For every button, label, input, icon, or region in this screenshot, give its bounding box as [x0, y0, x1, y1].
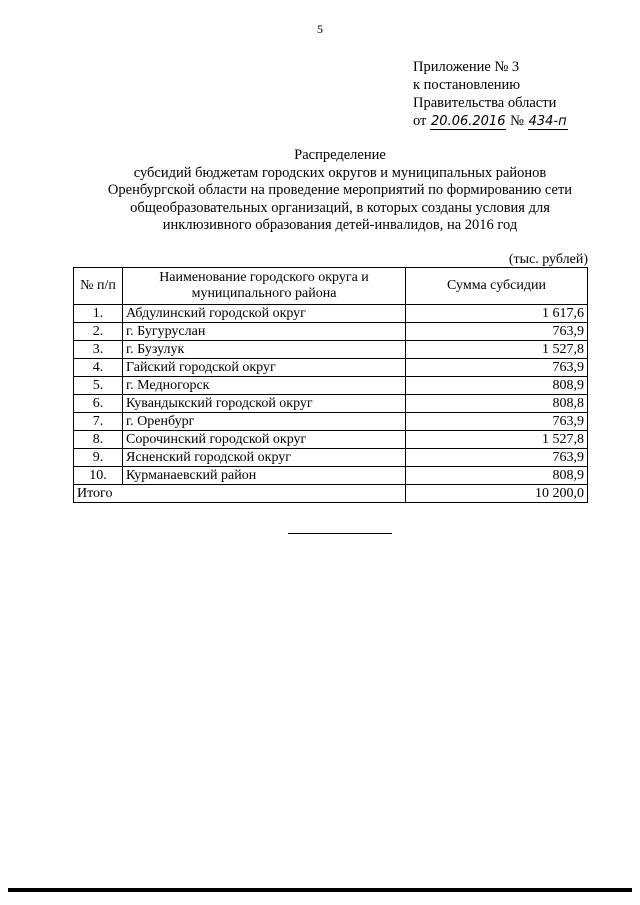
header-sum: Сумма субсидии [406, 268, 588, 305]
number-prefix: № [510, 113, 524, 129]
total-row [74, 485, 588, 503]
header-name: Наименование городского округа и муниципального района [123, 268, 406, 305]
row-sum: 763,9 [406, 413, 588, 431]
table-row [74, 449, 588, 467]
document-title [60, 147, 620, 235]
table-row [74, 359, 588, 377]
date-prefix: от [413, 113, 427, 129]
total-sum: 10 200,0 [406, 485, 588, 503]
row-num: 4. [74, 359, 123, 377]
row-name: Гайский городской округ [123, 359, 406, 377]
scan-edge-bar [8, 888, 632, 892]
subsidies-table [73, 267, 588, 503]
row-name: г. Медногорск [123, 377, 406, 395]
row-name: г. Бузулук [123, 341, 406, 359]
title-line-5: инклюзивного образования детей-инвалидов, на 2016 год [162, 217, 518, 234]
closing-divider [288, 533, 392, 534]
row-name: г. Оренбург [123, 413, 406, 431]
appendix-authority: Правительства области [413, 95, 557, 111]
row-num: 1. [74, 305, 123, 323]
handwritten-date: 20.06.2016 [431, 114, 506, 129]
handwritten-number: 434-п [528, 114, 567, 129]
title-line-2: субсидий бюджетам городских округов и муниципальных районов [133, 164, 547, 181]
table-header-row [74, 268, 588, 305]
row-sum: 763,9 [406, 359, 588, 377]
table-row [74, 377, 588, 395]
table-row [74, 431, 588, 449]
row-num: 8. [74, 431, 123, 449]
table-row [74, 305, 588, 323]
row-name: г. Бугуруслан [123, 323, 406, 341]
table-row [74, 467, 588, 485]
row-name: Кувандыкский городской округ [123, 395, 406, 413]
page-number: 5 [317, 22, 323, 36]
row-sum: 763,9 [406, 449, 588, 467]
table-row [74, 323, 588, 341]
row-name: Курманаевский район [123, 467, 406, 485]
row-num: 10. [74, 467, 123, 485]
row-sum: 1 527,8 [406, 431, 588, 449]
unit-label: (тыс. рублей) [508, 252, 588, 267]
row-num: 6. [74, 395, 123, 413]
table-row [74, 413, 588, 431]
appendix-block [413, 58, 568, 130]
row-sum: 808,9 [406, 467, 588, 485]
row-sum: 763,9 [406, 323, 588, 341]
row-num: 9. [74, 449, 123, 467]
row-num: 3. [74, 341, 123, 359]
row-num: 5. [74, 377, 123, 395]
row-sum: 808,9 [406, 377, 588, 395]
row-name: Ясненский городской округ [123, 449, 406, 467]
title-line-1: Распределение [294, 147, 386, 163]
appendix-date-line [413, 112, 568, 130]
row-num: 2. [74, 323, 123, 341]
header-num: № п/п [74, 268, 123, 305]
table-row [74, 395, 588, 413]
title-line-3: Оренбургской области на проведение мероприятий по формированию сети [107, 182, 573, 199]
total-label: Итого [74, 485, 406, 503]
appendix-reference: к постановлению [413, 77, 521, 93]
row-name: Сорочинский городской округ [123, 431, 406, 449]
row-sum: 1 617,6 [406, 305, 588, 323]
title-line-4: общеобразовательных организаций, в которых созданы условия для [130, 199, 550, 216]
appendix-title: Приложение № 3 [413, 59, 520, 75]
table-row [74, 341, 588, 359]
row-sum: 1 527,8 [406, 341, 588, 359]
row-num: 7. [74, 413, 123, 431]
row-name: Абдулинский городской округ [123, 305, 406, 323]
row-sum: 808,8 [406, 395, 588, 413]
